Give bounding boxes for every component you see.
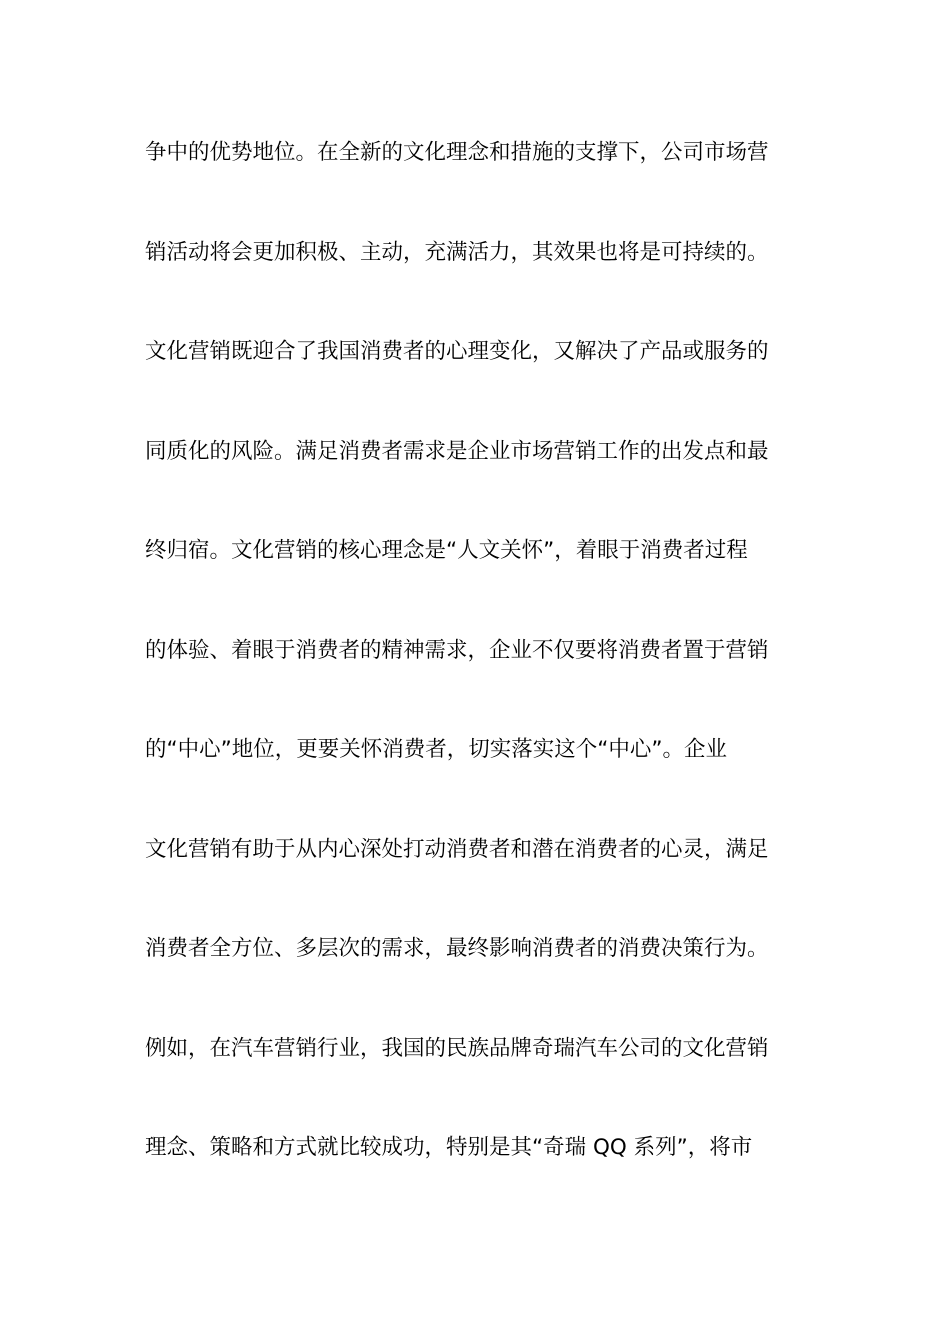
text-line: 理念、策略和方式就比较成功，特别是其“奇瑞 QQ 系列”，将市 xyxy=(145,1135,753,1160)
body-text xyxy=(145,127,810,1222)
text-line: 销活动将会更加积极、主动，充满活力，其效果也将是可持续的。 xyxy=(145,239,769,265)
text-line: 文化营销有助于从内心深处打动消费者和潜在消费者的心灵，满足 xyxy=(145,836,769,862)
text-line: 终归宿。文化营销的核心理念是“人文关怀”，着眼于消费者过程 xyxy=(145,538,748,563)
text-line: 文化营销既迎合了我国消费者的心理变化，又解决了产品或服务的 xyxy=(145,339,769,364)
text-line: 争中的优势地位。在全新的文化理念和措施的支撑下，公司市场营 xyxy=(145,140,769,165)
text-line: 同质化的风险。满足消费者需求是企业市场营销工作的出发点和最 xyxy=(145,438,769,464)
text-line: 的“中心”地位，更要关怀消费者，切实落实这个“中心”。企业 xyxy=(145,737,728,762)
text-line: 消费者全方位、多层次的需求，最终影响消费者的消费决策行为。 xyxy=(145,936,769,961)
text-line: 例如，在汽车营销行业，我国的民族品牌奇瑞汽车公司的文化营销 xyxy=(145,1035,769,1061)
text-line: 的体验、着眼于消费者的精神需求，企业不仅要将消费者置于营销 xyxy=(145,637,769,663)
